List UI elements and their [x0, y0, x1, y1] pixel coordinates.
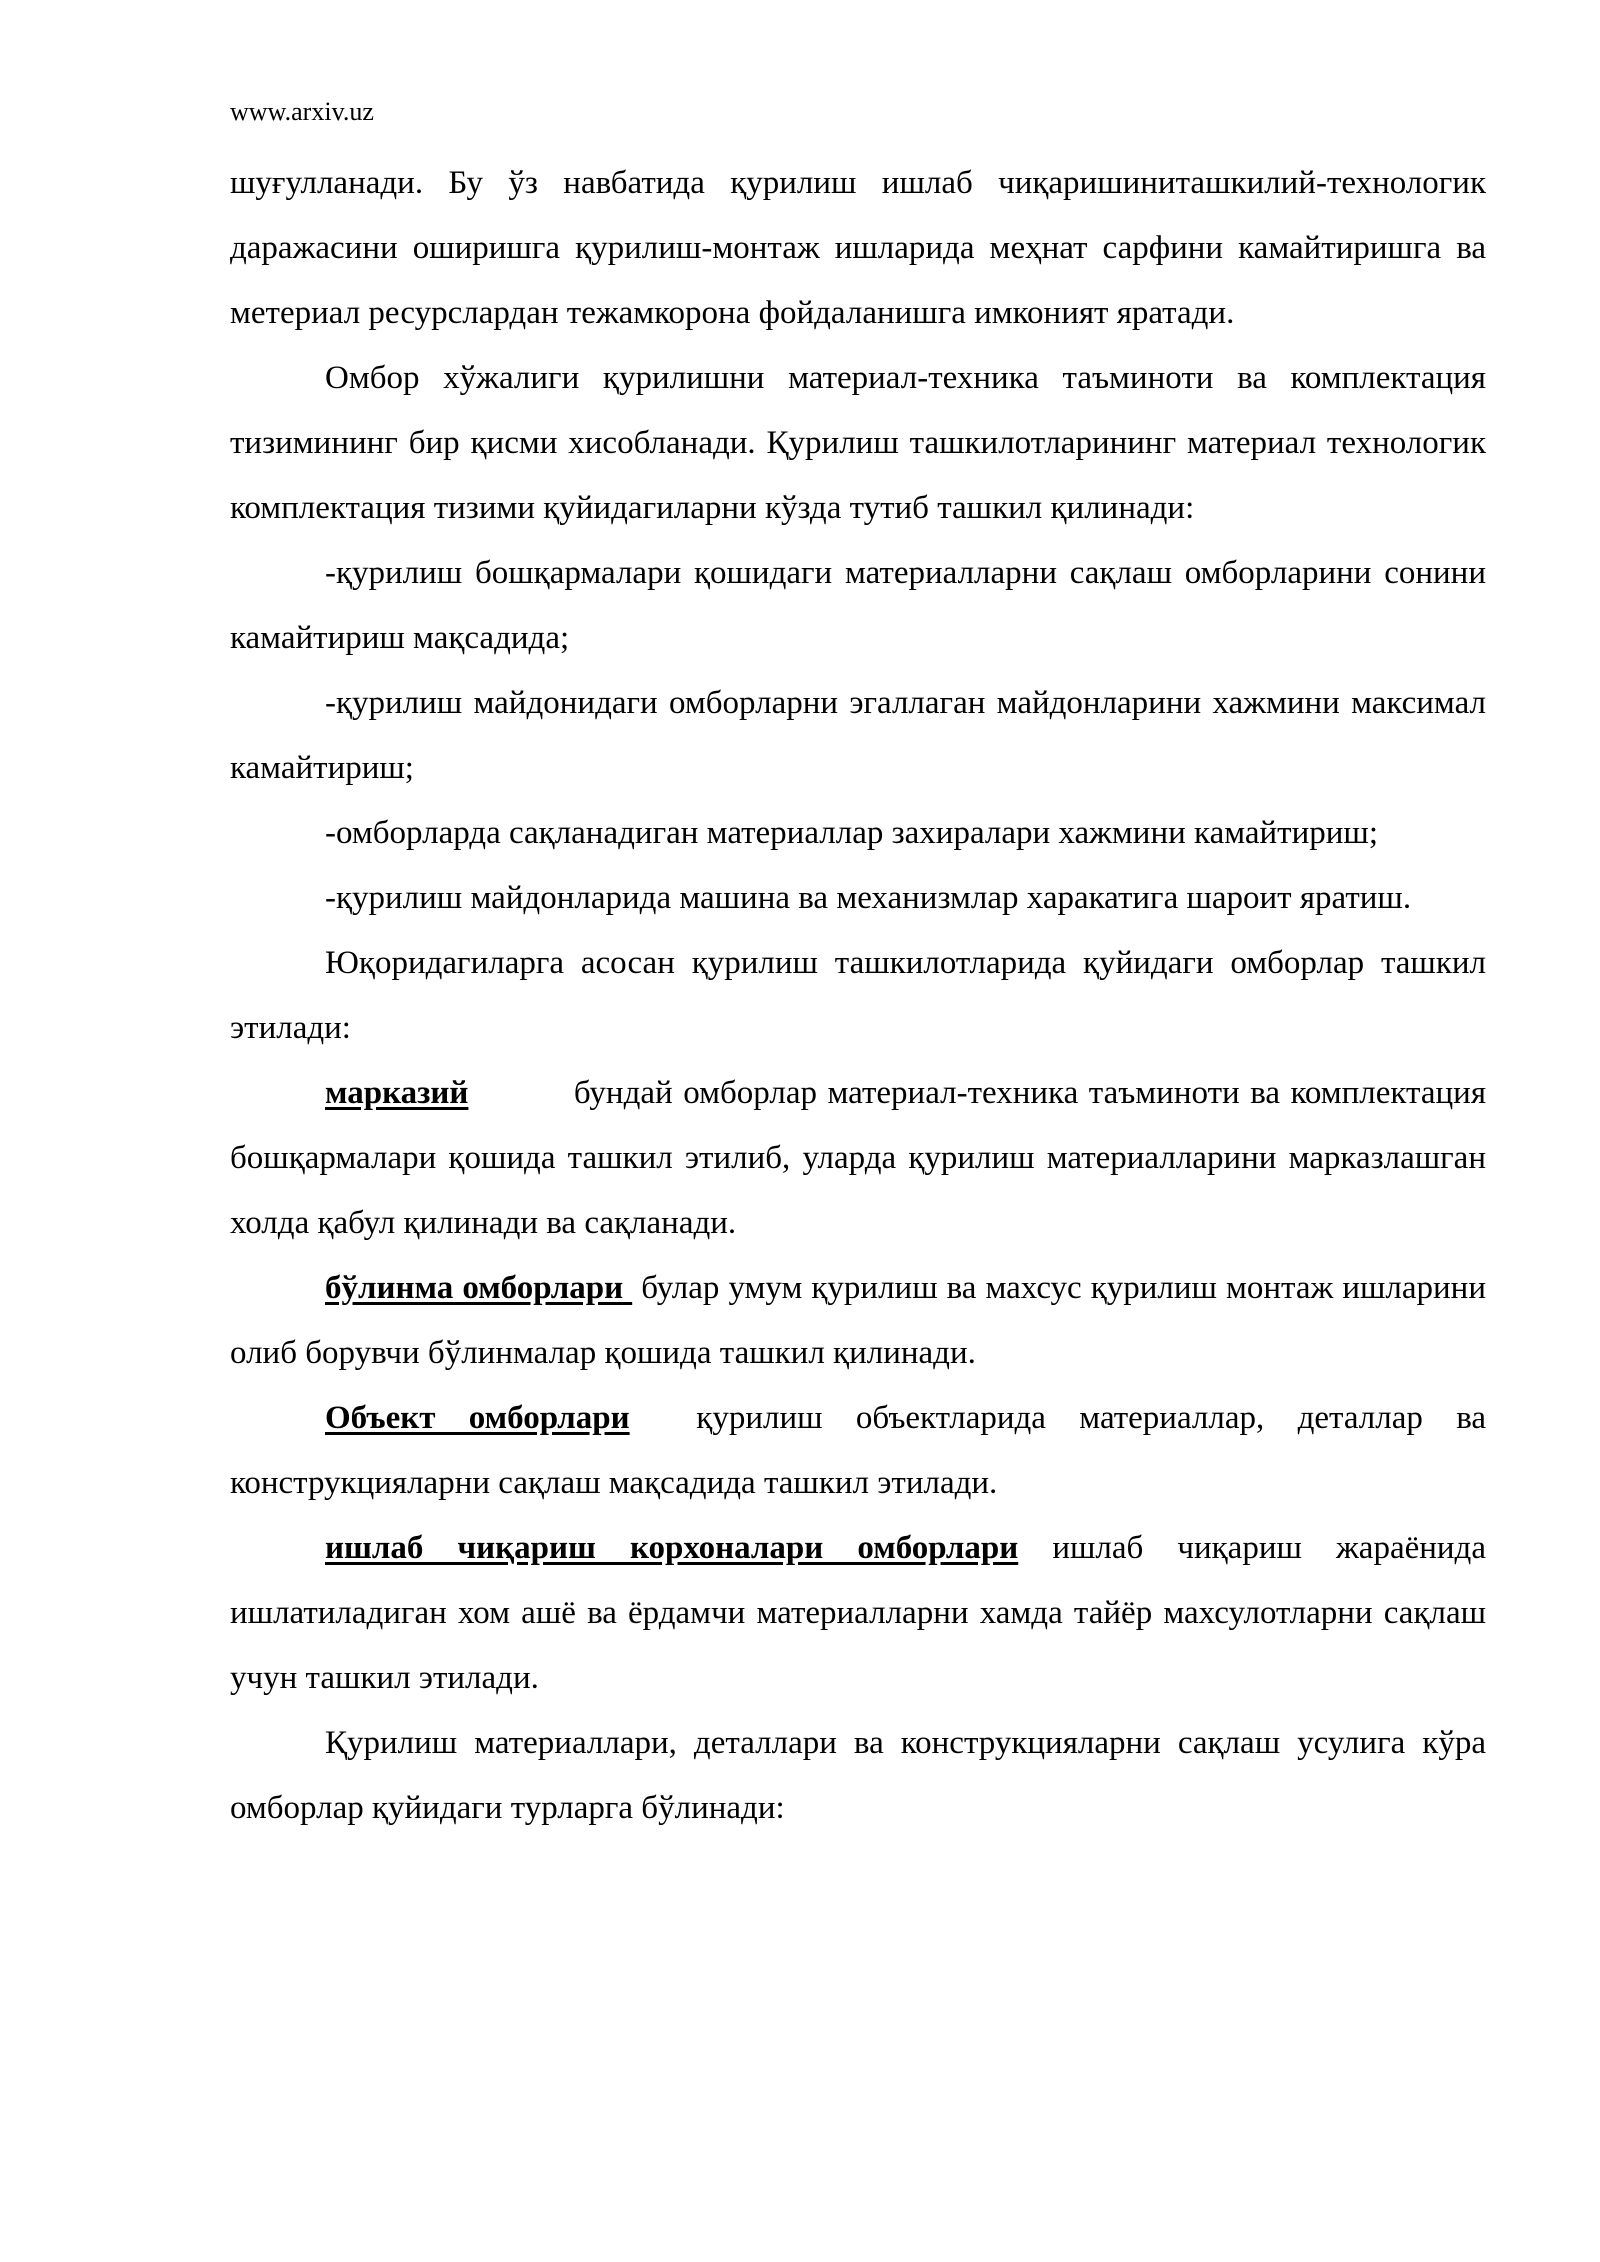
- paragraph-continuation: [230, 151, 1486, 346]
- paragraph-text: шуғулланади. Бу ўз навбатида қурилиш ишлаб чиқаришиниташкилий-технологик даражасини оширишга қурилиш-монтаж ишларида меҳнат сарфини камайтиришга ва метериал ресурслардан тежамкорона фойдаланишга имконият яратади.: [230, 165, 1486, 331]
- paragraph-warehouse-types-intro: [230, 931, 1486, 1061]
- paragraph-text: Қурилиш материаллари, деталлари ва конструкцияларни сақлаш усулига кўра омборлар қуйидаги турларга бўлинади:: [230, 1725, 1486, 1826]
- definition-production: [230, 1516, 1486, 1711]
- definition-term: бўлинма омборлари: [325, 1270, 633, 1306]
- document-body: [230, 151, 1495, 1841]
- list-item-2: [230, 671, 1486, 801]
- definition-central: [230, 1061, 1495, 1256]
- definition-text: ишлаб чиқариш жараёнида ишлатиладиган хом ашё ва ёрдамчи материалларни хамда тайёр махсулотларни сақлаш учун ташкил этилади.: [230, 1530, 1486, 1696]
- list-item-3: [230, 801, 1486, 866]
- definition-division: [230, 1256, 1486, 1386]
- paragraph-text: Юқоридагиларга асосан қурилиш ташкилотларида қуйидаги омборлар ташкил этилади:: [230, 945, 1486, 1046]
- definition-text: булар умум қурилиш ва махсус қурилиш монтаж ишларини олиб борувчи бўлинмалар қошида ташкил қилинади.: [230, 1270, 1486, 1371]
- definition-term: ишлаб чиқариш корхоналари омборлари: [325, 1530, 1019, 1566]
- list-item-text: -қурилиш бошқармалари қошидаги материалларни сақлаш омборларини сонини камайтириш мақсадида;: [230, 555, 1486, 656]
- paragraph-storage-method: [230, 1711, 1486, 1841]
- site-header: www.arxiv.uz: [230, 97, 374, 126]
- definition-term: Объект омборлари: [325, 1400, 630, 1436]
- list-item-text: -омборларда сақланадиган материаллар захиралари хажмини камайтириш;: [325, 815, 1379, 851]
- definition-object: [230, 1386, 1495, 1516]
- list-item-text: -қурилиш майдонидаги омборларни эгаллаган майдонларини хажмини максимал камайтириш;: [230, 685, 1486, 786]
- definition-term: марказий: [325, 1075, 469, 1111]
- list-item-4: [230, 866, 1486, 931]
- list-item-text: -қурилиш майдонларида машина ва механизмлар харакатига шароит яратиш.: [325, 880, 1412, 916]
- list-item-1: [230, 541, 1486, 671]
- definition-text: бундай омборлар материал-техника таъминоти ва комплектация бошқармалари қошида ташкил этилиб, уларда қурилиш материалларини марказлашган холда қабул қилинади ва сақланади.: [230, 1075, 1495, 1241]
- paragraph-warehouse-economy: [230, 346, 1486, 541]
- definition-text: қурилиш объектларида материаллар, деталлар ва конструкцияларни сақлаш мақсадида ташкил этилади.: [230, 1400, 1495, 1501]
- paragraph-text: Омбор хўжалиги қурилишни материал-техника таъминоти ва комплектация тизимининг бир қисми хисобланади. Қурилиш ташкилотларининг материал технологик комплектация тизими қуйидагиларни кўзда тутиб ташкил қилинади:: [230, 360, 1486, 526]
